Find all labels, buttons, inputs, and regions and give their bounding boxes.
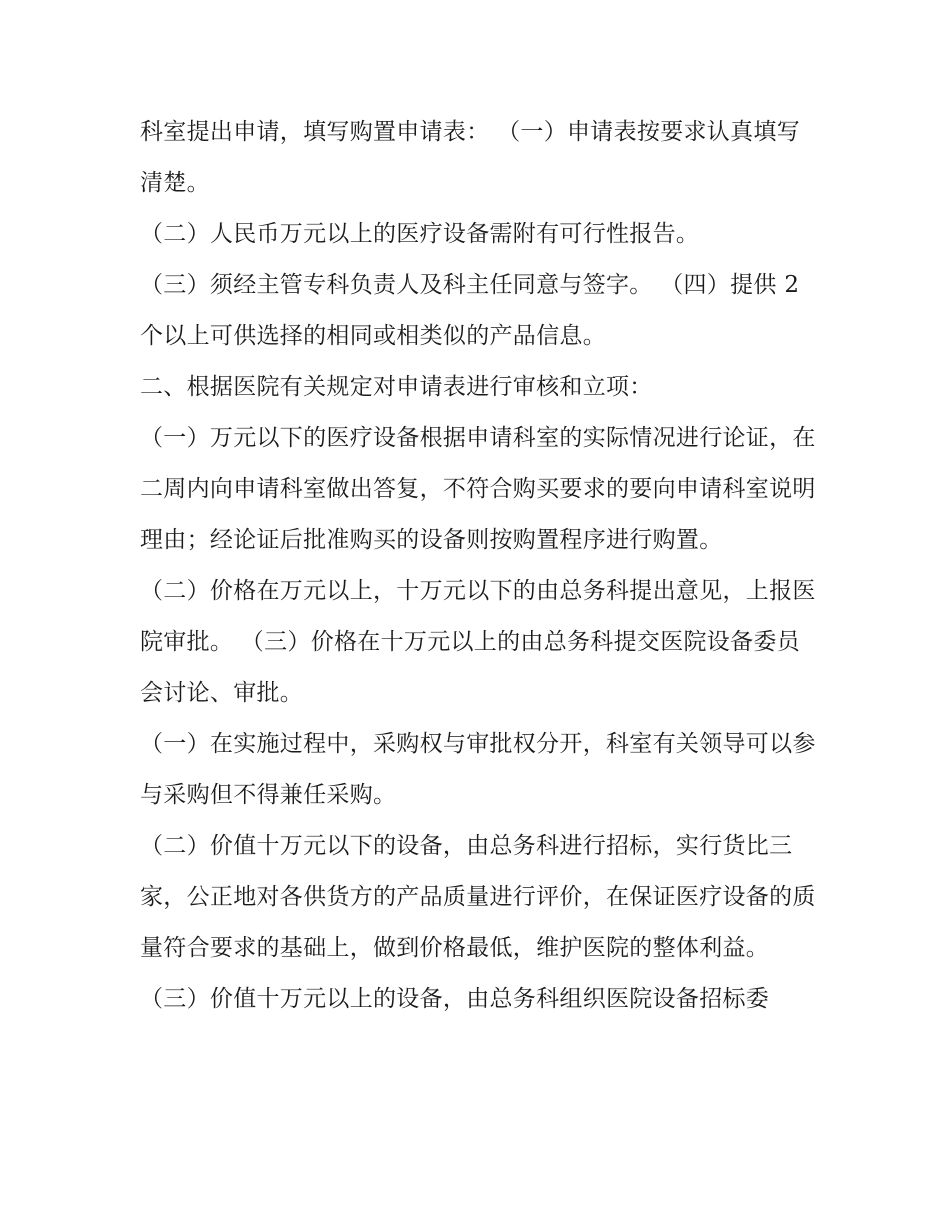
paragraph-feasibility-report: （二）人民币万元以上的医疗设备需附有可行性报告。 (140, 221, 700, 247)
paragraph-separation-of-duties: （一）在实施过程中，采购权与审批权分开，科室有关领导可以参与采购但不得兼任采购。 (140, 731, 816, 808)
paragraph-approval-signature: （三）须经主管专科负责人及科主任同意与签字。 （四）提供 2 个以上可供选择的相同或相类似的产品信息。 (140, 272, 800, 349)
paragraph-tender-below-100k: （二）价值十万元以下的设备，由总务科进行招标，实行货比三家，公正地对各供货方的产品质量进行评价，在保证医疗设备的质量符合要求的基础上，做到价格最低，维护医院的整体利益。 (140, 833, 816, 961)
document-body (140, 107, 820, 1025)
paragraph-application: 科室提出申请，填写购置申请表： （一）申请表按要求认真填写清楚。 (140, 119, 801, 196)
paragraph-tender-above-100k: （三）价值十万元以上的设备，由总务科组织医院设备招标委 (140, 986, 770, 1012)
paragraph-below-threshold: （一）万元以下的医疗设备根据申请科室的实际情况进行论证，在二周内向申请科室做出答复，不符合购买要求的要向申请科室说明理由；经论证后批准购买的设备则按购置程序进行购置。 (140, 425, 816, 553)
paragraph-price-range: （二）价格在万元以上，十万元以下的由总务科提出意见，上报医院审批。 （三）价格在十万元以上的由总务科提交医院设备委员会讨论、审批。 (140, 578, 816, 706)
section-heading-review: 二、根据医院有关规定对申请表进行审核和立项： (140, 374, 653, 400)
